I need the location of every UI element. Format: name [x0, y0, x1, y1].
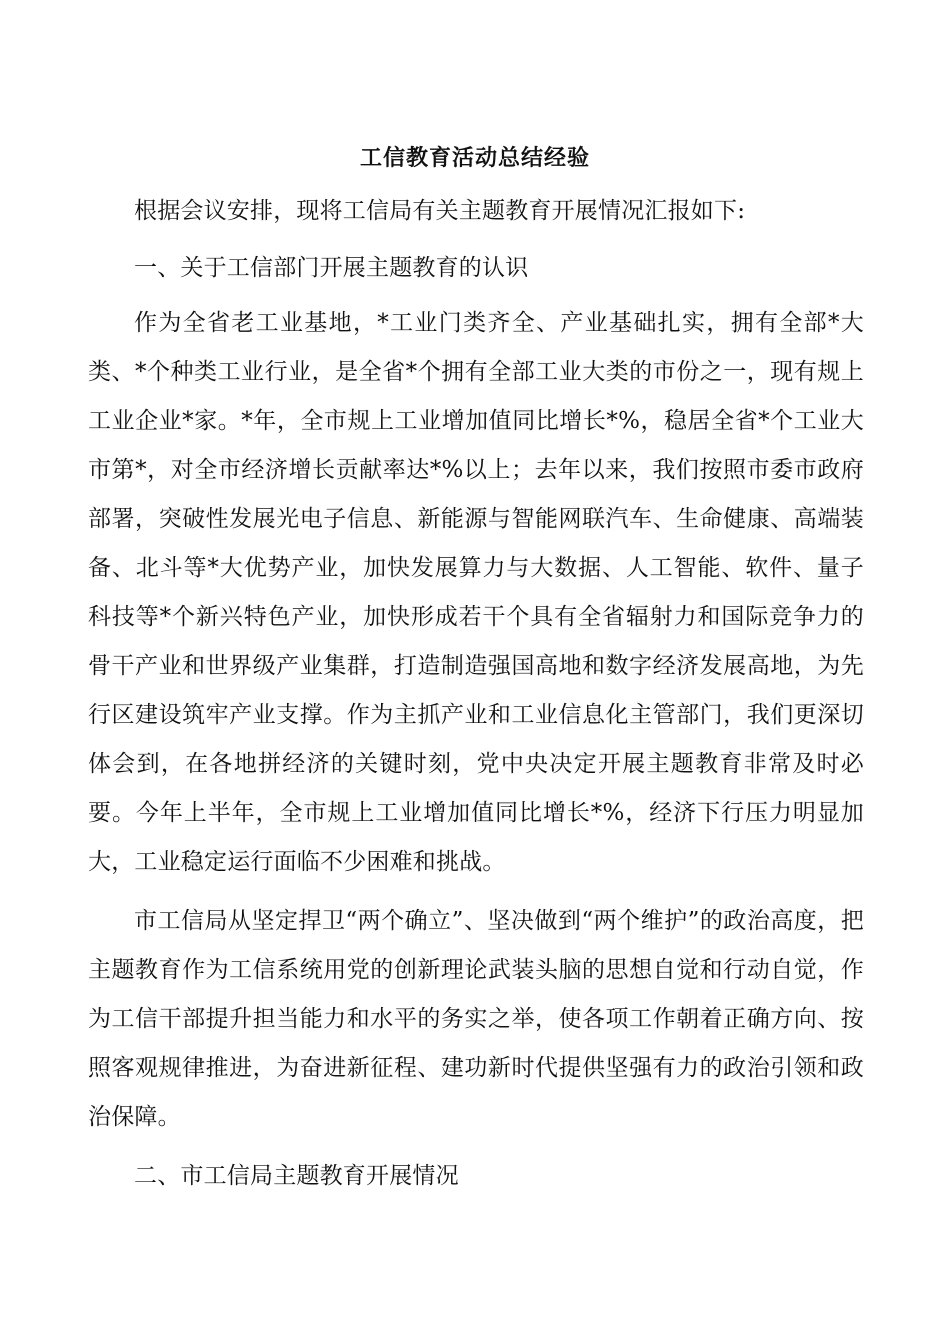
body-paragraph-1: 作为全省老工业基地，*工业门类齐全、产业基础扎实，拥有全部*大类、*个种类工业行业，是全省*个拥有全部工业大类的市份之一，现有规上工业企业*家。*年，全市规上工业增加值同比增长*%，稳居全省*个工业大市第*，对全市经济增长贡献率达*%以上；去年以来，我们按照市委市政府部署，突破性发展光电子信息、新能源与智能网联汽车、生命健康、高端装备、北斗等*大优势产业，加快发展算力与大数据、人工智能、软件、量子科技等*个新兴特色产业，加快形成若干个具有全省辐射力和国际竞争力的骨干产业和世界级产业集群，打造制造强国高地和数字经济发展高地，为先行区建设筑牢产业支撑。作为主抓产业和工业信息化主管部门，我们更深切体会到，在各地拼经济的关键时刻，党中央决定开展主题教育非常及时必要。今年上半年，全市规上工业增加值同比增长*%，经济下行压力明显加大，工业稳定运行面临不少困难和挑战。 [88, 310, 864, 875]
section-heading-1: 一、关于工信部门开展主题教育的认识 [134, 255, 529, 281]
body-paragraph-2: 市工信局从坚定捍卫“两个确立”、坚决做到“两个维护”的政治高度，把主题教育作为工信系统用党的创新理论武装头脑的思想自觉和行动自觉，作为工信干部提升担当能力和水平的务实之举，使各项工作朝着正确方向、按照客观规律推进，为奋进新征程、建功新时代提供坚强有力的政治引领和政治保障。 [88, 908, 864, 1130]
section-heading-2: 二、市工信局主题教育开展情况 [134, 1163, 459, 1189]
document-title: 工信教育活动总结经验 [359, 145, 590, 171]
intro-paragraph: 根据会议安排，现将工信局有关主题教育开展情况汇报如下: [134, 198, 746, 224]
